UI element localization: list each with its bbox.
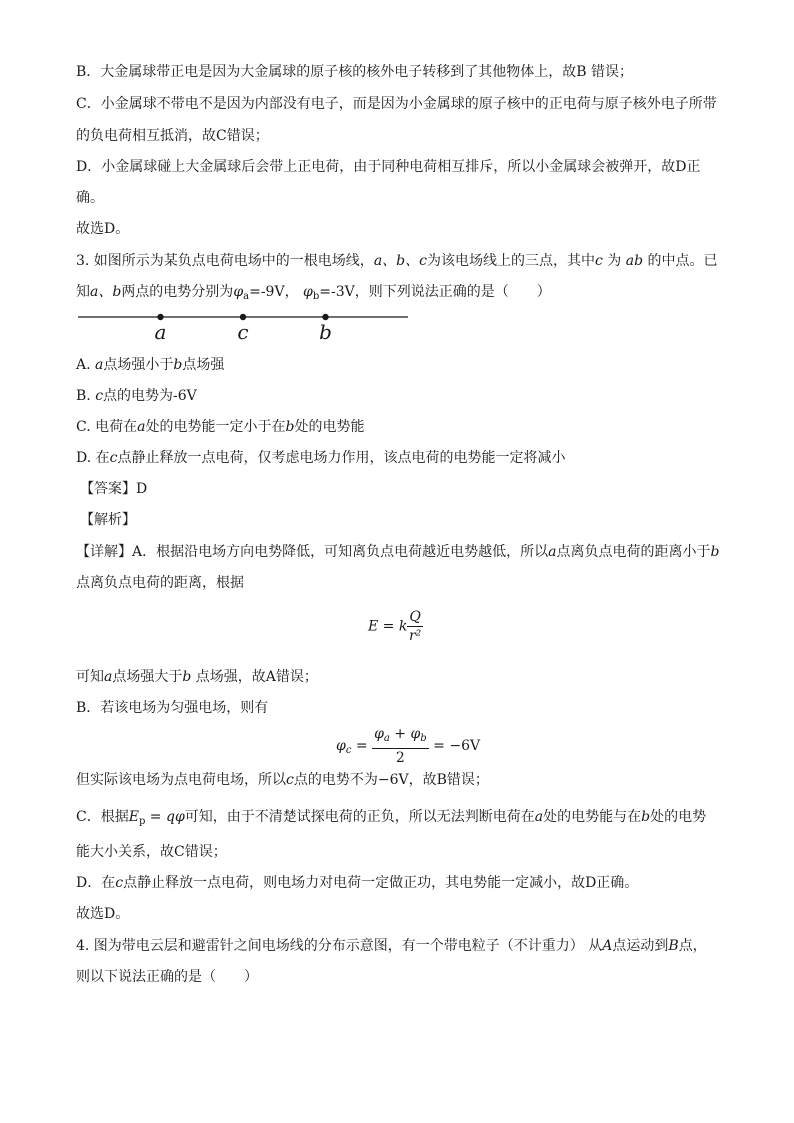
sub: a [243, 291, 250, 302]
var: = qφ [145, 809, 185, 825]
formula-rhs: = −6V [428, 738, 481, 754]
option-var: b [173, 357, 183, 373]
formula-lhs: E [368, 618, 379, 635]
var: a、b [90, 284, 122, 300]
question-4-stem-line-2: 则以下说法正确的是（ ） [76, 969, 258, 985]
formula-k: k [398, 618, 408, 635]
detail-line-8 [76, 873, 638, 893]
formula-lhs: φ [336, 738, 346, 754]
text: D．在 [76, 875, 116, 891]
text: 为 [607, 253, 622, 269]
var: b [182, 669, 192, 685]
text-line: C．小金属球不带电不是因为内部没有电子，而是因为小金属球的原子核中的正电荷与原子核外电子所带 [76, 96, 717, 112]
sub: p [138, 816, 146, 827]
detail-line-2: 点离负点电荷的距离，根据 [76, 575, 244, 591]
text: 可知，由于不清楚试探电荷的正负，所以无法判断电荷在 [184, 809, 535, 825]
var: b [710, 544, 720, 560]
text: 【详解】A．根据沿电场方向电势降低，可知离负点电荷越近电势越低，所以 [76, 544, 549, 560]
var: E [128, 809, 139, 825]
answer-tag: 【答案】D [80, 481, 148, 497]
detail-line-9: 故选D。 [76, 906, 130, 922]
point-label-b: b [319, 320, 332, 344]
analysis-tag: 【解析】 [80, 512, 136, 528]
formula-num: Q [409, 609, 421, 625]
detail-line-1 [76, 542, 719, 562]
text: C．根据 [76, 809, 129, 825]
option-c [76, 417, 364, 437]
text: 点， [678, 938, 707, 954]
formula-num-b: φ [410, 726, 421, 742]
text: 点静止释放一点电荷，则电场力对电荷一定做正功，其电势能一定减小，故D正确。 [123, 875, 639, 891]
text: 3. 如图所示为某负点电荷电场中的一根电场线， [76, 253, 374, 269]
var: c [286, 772, 294, 788]
option-text: B. [76, 388, 96, 404]
text-line: 的负电荷相互抵消，故C错误； [76, 128, 269, 144]
formula-eq: = [378, 618, 399, 635]
point-label-c: c [237, 320, 249, 344]
text: 处的电势 [650, 809, 707, 825]
var: a [548, 544, 557, 560]
option-text: 点场强小于 [103, 357, 174, 373]
text: 可知 [76, 669, 104, 685]
var: φ [233, 284, 244, 300]
formula-field-strength [368, 608, 423, 645]
option-var: a [137, 419, 146, 435]
text-line: D．小金属球碰上大金属球后会带上正电荷，由于同种电荷相互排斥，所以小金属球会被弹开，故D正 [76, 159, 701, 175]
text: 点场强，故A错误； [195, 669, 318, 685]
text-line: 故选D。 [76, 221, 130, 237]
var: c [115, 875, 124, 891]
text: 4. 图为带电云层和避雷针之间电场线的分布示意图，有一个带电粒子（不计重力） 从 [76, 938, 603, 954]
var: a [534, 809, 544, 825]
option-var: a [95, 357, 104, 373]
formula-sub: b [420, 733, 427, 744]
detail-line-5 [76, 770, 489, 790]
detail-line-3 [76, 667, 318, 687]
var: B [668, 938, 679, 954]
option-d [76, 448, 565, 468]
detail-line-6 [76, 807, 706, 832]
formula-sub: a [383, 733, 390, 744]
option-text: 点的电势为-6V [103, 388, 197, 404]
text: ，故B错误； [408, 772, 489, 788]
formula-eq: = [351, 738, 373, 754]
text: 点离负点电荷的距离小于 [556, 544, 711, 560]
formula-fraction [407, 608, 422, 645]
text: =-3V，则下列说法正确的是（ ） [319, 284, 551, 300]
formula-num-a: φ [374, 726, 384, 742]
var: a [104, 669, 113, 685]
option-var: c [95, 388, 104, 404]
detail-line-4: B．若该电场为匀强电场，则有 [76, 700, 269, 716]
var: a、b、c [373, 253, 427, 269]
question-3-stem-line-1 [76, 251, 717, 271]
option-text: 点静止释放一点电荷，仅考虑电场力作用，该点电荷的电势能一定将减小 [117, 450, 566, 466]
formula-potential [336, 725, 480, 767]
option-var: b [285, 419, 295, 435]
option-text: 处的电势能一定小于在 [145, 419, 286, 435]
option-b [76, 386, 197, 406]
text: 两点的电势分别为 [121, 284, 234, 300]
text: 知 [76, 284, 90, 300]
text: 点场强大于 [112, 669, 183, 685]
point-label-a: a [154, 320, 167, 344]
option-text: C. 电荷在 [76, 419, 138, 435]
text: 点运动到 [612, 938, 669, 954]
option-a [76, 355, 224, 375]
text: 的中点。已 [647, 253, 718, 269]
formula-den: 2 [395, 750, 405, 766]
option-text: 处的电势能 [294, 419, 365, 435]
text-line: 确。 [76, 190, 104, 206]
var: ab [625, 253, 644, 269]
option-var: c [109, 450, 118, 466]
text: −6V [377, 772, 409, 788]
formula-den: r² [408, 628, 422, 644]
var: φ [303, 284, 313, 300]
text-line: B．大金属球带正电是因为大金属球的原子核的核外电子转移到了其他物体上，故B 错误； [76, 64, 634, 80]
text: 但实际该电场为点电荷电场，所以 [76, 772, 286, 788]
option-text: D. 在 [76, 450, 110, 466]
formula-fraction [372, 725, 429, 767]
field-line-diagram [78, 306, 410, 346]
option-text: A. [76, 357, 96, 373]
var: A [602, 938, 613, 954]
var: c [594, 253, 603, 269]
option-text: 点场强 [182, 357, 225, 373]
question-3-stem-line-2 [76, 282, 551, 307]
text: =-9V， [249, 284, 299, 300]
formula-plus: + [389, 726, 411, 742]
var: b [641, 809, 651, 825]
text: 为该电场线上的三点，其中 [426, 253, 595, 269]
text: 处的电势能与在 [543, 809, 642, 825]
formula-sub: c [345, 745, 352, 756]
detail-line-7: 能大小关系，故C错误； [76, 844, 227, 860]
sub: b [312, 291, 320, 302]
text: 点的电势不为 [293, 772, 378, 788]
question-4-stem-line-1 [76, 936, 707, 956]
